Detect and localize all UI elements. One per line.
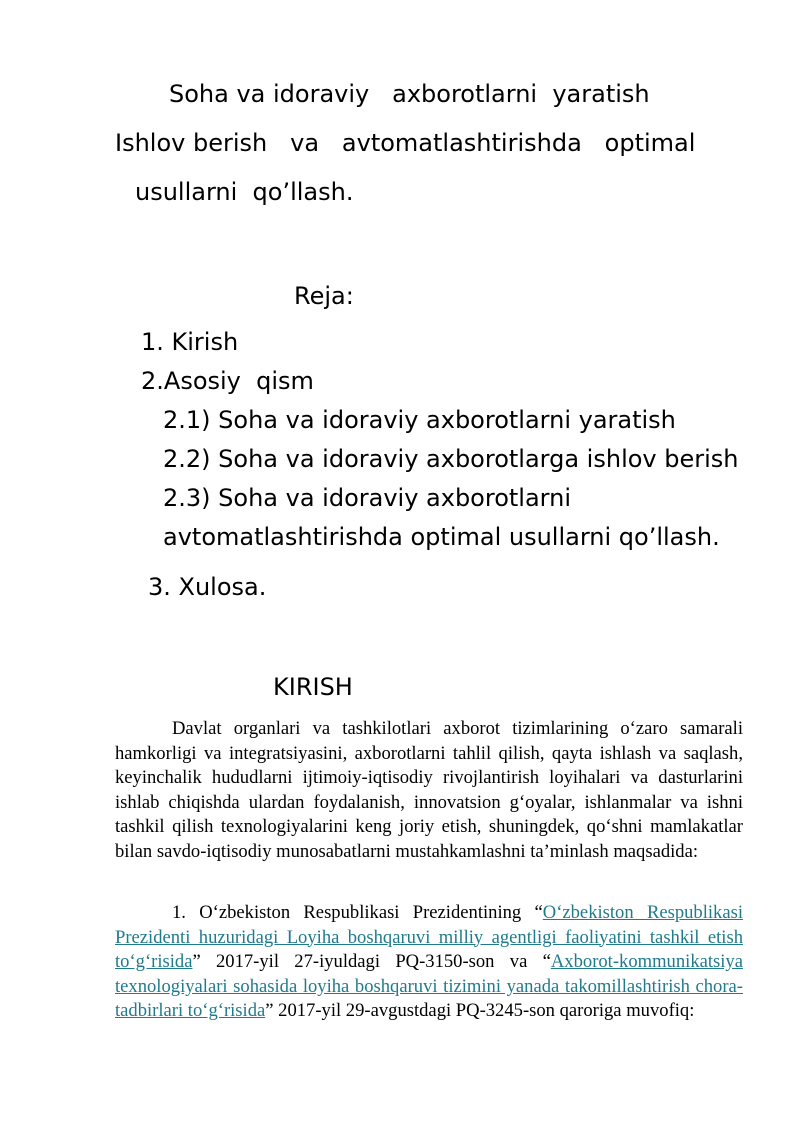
- section-heading: KIRISH: [273, 673, 353, 701]
- title-line-3: usullarni qo’llash.: [135, 178, 354, 206]
- decree-middle: ” 2017-yil 27-iyuldagi PQ-3150-son va “: [192, 951, 551, 973]
- decree-prefix: 1. O‘zbekiston Respublikasi Prezidentining “: [172, 902, 543, 923]
- plan-item: 3. Xulosa.: [148, 573, 267, 601]
- plan-item: 1. Kirish: [141, 328, 239, 356]
- decree-suffix: ” 2017-yil 29-avgustdagi PQ-3245-son qaroriga muvofiq:: [265, 1000, 695, 1022]
- decree-paragraph: [115, 901, 743, 1024]
- plan-item: 2.Asosiy qism: [141, 367, 314, 395]
- plan-heading: Reja:: [294, 282, 354, 310]
- decree-link-pq3245[interactable]: Axborot-kommunikatsiya texnologiyalari sohasida loyiha boshqaruvi tizimini yanada takomillashtirish chora-tadbirlari to‘g‘risida: [115, 951, 743, 1022]
- intro-paragraph: [115, 717, 743, 865]
- plan-subitem: 2.2) Soha va idoraviy axborotlarga ishlov berish: [163, 445, 739, 473]
- plan-subitem: 2.3) Soha va idoraviy axborotlarni: [163, 484, 571, 512]
- plan-subitem: 2.1) Soha va idoraviy axborotlarni yaratish: [163, 406, 676, 434]
- plan-subitem-continuation: avtomatlashtirishda optimal usullarni qo’llash.: [163, 523, 720, 551]
- intro-paragraph-text: Davlat organlari va tashkilotlari axborot tizimlarining o‘zaro samarali hamkorligi va integratsiyasini, axborotlarni tahlil qilish, qayta ishlash va saqlash, keyinchalik hududlarni ijtimoiy-iqtisodiy rivojlantirish loyihalari va dasturlarini ishlab chiqishda ulardan foydalanish, innovatsion g‘oyalar, ishlanmalar va ishni tashkil qilish texnologiyalarini keng joriy etish, shuningdek, qo‘shni mamlakatlar bilan savdo-iqtisodiy munosabatlarni mustahkamlashni ta’minlash maqsadida:: [115, 718, 743, 862]
- title-line-2: Ishlov berish va avtomatlashtirishda optimal: [115, 129, 696, 157]
- decree-link-pq3150[interactable]: O‘zbekiston Respublikasi Prezidenti huzuridagi Loyiha boshqaruvi milliy agentligi faoliyatini tashkil etish to‘g‘risida: [115, 902, 744, 973]
- title-line-1: Soha va idoraviy axborotlarni yaratish: [169, 80, 650, 108]
